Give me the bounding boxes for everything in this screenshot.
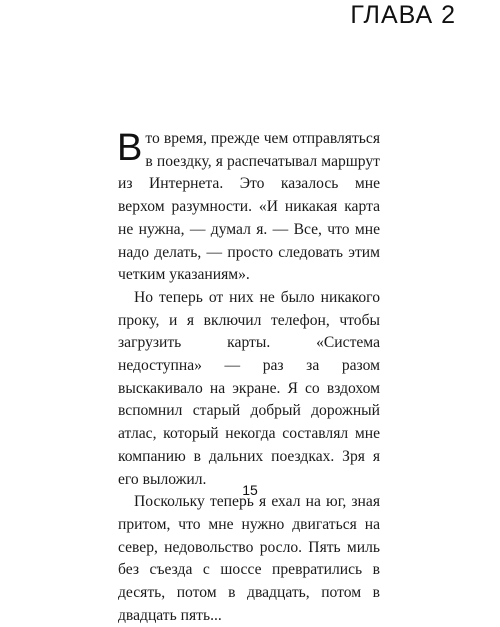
body-text (118, 128, 380, 627)
page-number: 15 (242, 482, 258, 498)
drop-cap-letter: В (117, 127, 143, 169)
paragraph-1 (118, 128, 380, 287)
paragraph-1-text: то время, прежде чем отправляться в поездку, я распечатывал маршрут из Интернета. Это казалось мне верхом разумности. «И никакая карта не нужна, — думал я. — Все, что мне надо делать, — просто следовать этим четким указаниям». (118, 130, 380, 284)
paragraph-2: Но теперь от них не было никакого проку, и я включил телефон, чтобы загрузить карты. «Система недоступна» — раз за разом выскакивало на экране. Я со вздохом вспомнил старый добрый дорожный атлас, который некогда составлял мне компанию в дальних поездках. Зря я его выложил. (118, 288, 380, 488)
paragraph-3: Поскольку теперь я ехал на юг, зная притом, что мне нужно двигаться на север, недовольство росло. Пять миль без съезда с шоссе превратились в десять, потом в двадцать, потом в двадцать пять... (118, 493, 380, 624)
chapter-heading: ГЛАВА 2 (350, 1, 456, 29)
